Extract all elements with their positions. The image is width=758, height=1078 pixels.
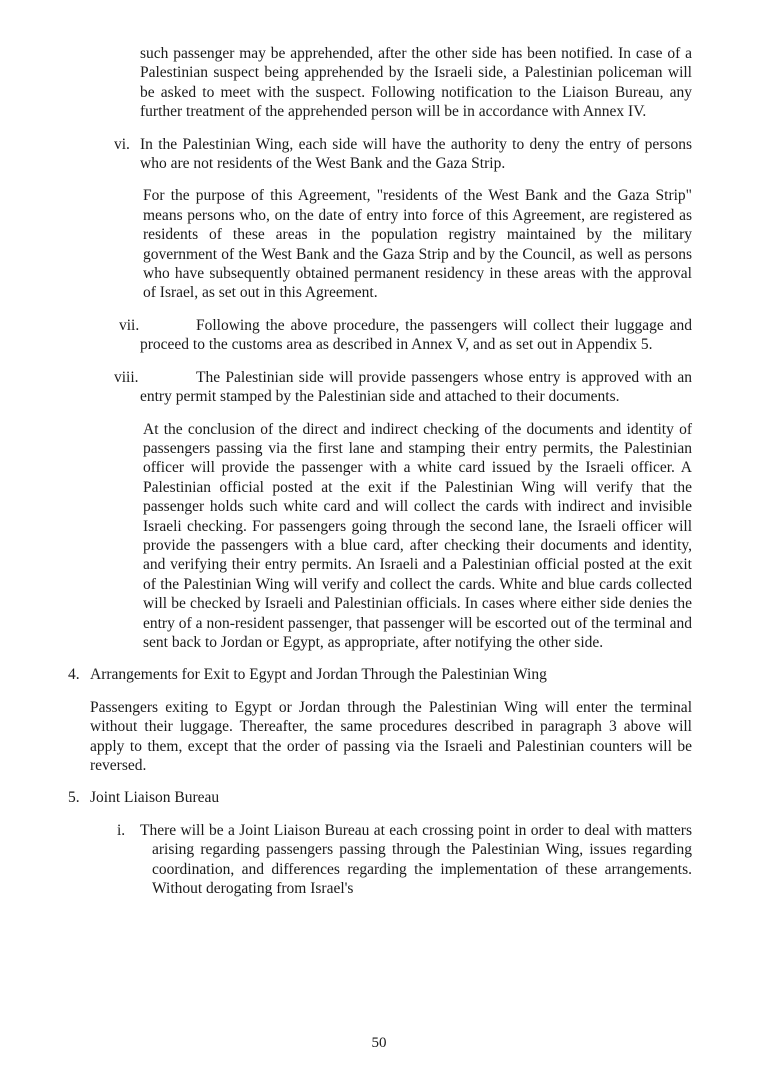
paragraph-white-blue-cards: At the conclusion of the direct and indirect checking of the documents and identity of passengers passing via the first lane and stamping their entry permits, the Palestinian officer will provide the passenger with a white card issued by the Israeli officer. A Palestinian official posted at the exit if the Palestinian Wing will verify that the passenger holds such white card and will collect the cards with indirect and invisible Israeli checking. For passengers going through the second lane, the Israeli officer will provide the passengers with a blue card, after checking their documents and identity, and verifying their entry permits. An Israeli and a Palestinian official posted at the exit of the Palestinian Wing will verify and collect the cards. White and blue cards collected will be checked by Israeli and Palestinian officials. In cases where either side denies the entry of a non-resident passenger, that passenger will be escorted out of the terminal and sent back to Jordan or Egypt, as appropriate, after notifying the other side. (143, 420, 692, 651)
list-item-viii-text: The Palestinian side will provide passengers whose entry is approved with an entry permit stamped by the Palestinian side and attached to their documents. (140, 368, 692, 406)
paragraph-exit-procedures: Passengers exiting to Egypt or Jordan through the Palestinian Wing will enter the terminal without their luggage. Thereafter, the same procedures described in paragraph 3 above will apply to them, except that the order of passing via the Israeli and Palestinian counters will be reversed. (90, 698, 692, 774)
list-marker-4: 4. (68, 666, 80, 684)
list-item-vii-text: Following the above procedure, the passengers will collect their luggage and proceed to the customs area as described in Annex V, and as set out in Appendix 5. (140, 316, 692, 354)
list-marker-5: 5. (68, 789, 80, 807)
paragraph-apprehended-suspect: such passenger may be apprehended, after the other side has been notified. In case of a Palestinian suspect being apprehended by the Israeli side, a Palestinian policeman will be asked to meet with the suspect. Following notification to the Liaison Bureau, any further treatment of the apprehended person will be in accordance with Annex IV. (140, 45, 692, 121)
list-marker-vii: vii. (119, 316, 140, 334)
list-item-viii (114, 368, 692, 407)
list-marker-viii: viii. (114, 368, 139, 386)
heading-arrangements-exit: Arrangements for Exit to Egypt and Jordan Through the Palestinian Wing (90, 666, 547, 684)
document-content (68, 44, 692, 898)
list-item-vi (114, 135, 692, 174)
heading-joint-liaison-bureau: Joint Liaison Bureau (90, 789, 220, 807)
list-item-i-text: There will be a Joint Liaison Bureau at each crossing point in order to deal with matters arising regarding passengers passing through the Palestinian Wing, issues regarding coordination, and differences regarding the implementation of these arrangements. Without derogating from Israel's (140, 821, 692, 898)
list-item-4 (68, 665, 692, 684)
paragraph-residents-definition: For the purpose of this Agreement, "residents of the West Bank and the Gaza Strip" means persons who, on the date of entry into force of this Agreement, are registered as residents of these areas in the population registry maintained by the military government of the West Bank and the Gaza Strip and by the Council, as well as persons who have subsequently obtained permanent residency in these areas with the approval of Israel, as set out in this Agreement. (143, 187, 692, 302)
page-number: 50 (371, 1035, 387, 1051)
list-marker-i: i. (117, 821, 126, 839)
list-item-vii (119, 316, 692, 355)
list-item-vi-text: In the Palestinian Wing, each side will have the authority to deny the entry of persons who are not residents of the West Bank and the Gaza Strip. (140, 135, 692, 173)
list-marker-vi: vi. (114, 135, 130, 153)
list-item-i (117, 821, 692, 899)
list-item-5 (68, 788, 692, 807)
